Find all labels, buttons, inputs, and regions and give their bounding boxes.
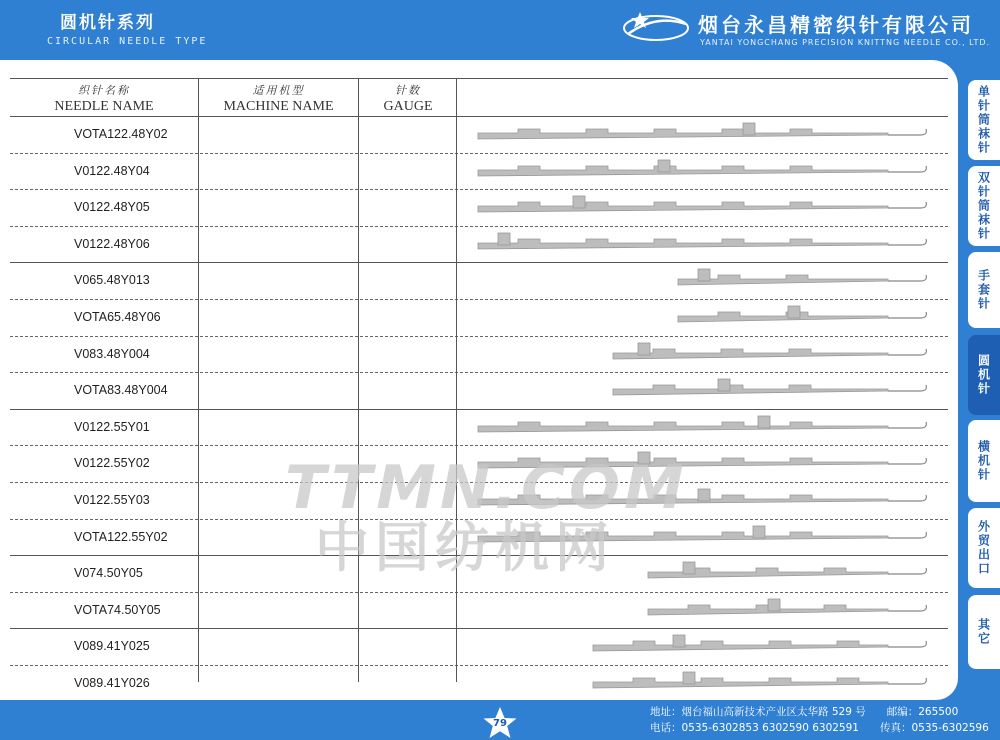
needle-table — [10, 78, 948, 702]
gauge-cell — [360, 410, 456, 446]
gauge-cell — [360, 593, 456, 629]
company-address: 地址：烟台福山高新技术产业区太华路 529 号 邮编：265500 — [650, 706, 959, 718]
gauge-cell — [360, 227, 456, 263]
tab-3[interactable]: 手套针 — [968, 252, 1000, 328]
machine-name-cell — [198, 227, 358, 263]
company-logo-icon — [620, 6, 692, 46]
machine-name-cell — [198, 410, 358, 446]
gauge-cell — [360, 300, 456, 336]
machine-name-cell — [198, 556, 358, 592]
tab-1[interactable]: 单针筒袜针 — [968, 80, 1000, 160]
needle-name-cell: V0122.55Y01 — [74, 419, 150, 434]
table-row — [10, 666, 948, 702]
gauge-cell — [360, 337, 456, 373]
table-header — [10, 79, 948, 117]
column-divider — [358, 79, 359, 682]
table-row — [10, 520, 948, 557]
tab-7[interactable]: 其它 — [968, 595, 1000, 669]
needle-illustration — [458, 448, 946, 478]
header-gauge — [359, 79, 457, 116]
gauge-cell — [360, 190, 456, 226]
table-row — [10, 337, 948, 374]
needle-name-cell: V0122.48Y06 — [74, 236, 150, 251]
machine-name-cell — [198, 593, 358, 629]
needle-illustration — [458, 265, 946, 295]
column-divider — [198, 79, 199, 682]
series-subtitle: CIRCULAR NEEDLE TYPE — [47, 36, 208, 47]
header-machine-name-en: MACHINE NAME — [223, 99, 334, 114]
machine-name-cell — [198, 483, 358, 519]
table-row — [10, 263, 948, 300]
header-needle-name-en: NEEDLE NAME — [54, 99, 154, 114]
needle-illustration — [458, 668, 946, 698]
needle-name-cell: V074.50Y05 — [74, 566, 143, 581]
needle-name-cell: VOTA83.48Y004 — [74, 383, 168, 398]
needle-illustration — [458, 595, 946, 625]
header-machine-name-cn: 适用机型 — [252, 84, 305, 97]
table-row — [10, 117, 948, 154]
page-header — [0, 0, 1000, 60]
gauge-cell — [360, 263, 456, 299]
table-row — [10, 556, 948, 593]
page-number: 79 — [493, 718, 507, 729]
tab-4[interactable]: 圆机针 — [968, 335, 1000, 415]
needle-illustration — [458, 229, 946, 259]
gauge-cell — [360, 117, 456, 153]
needle-illustration — [458, 302, 946, 332]
machine-name-cell — [198, 117, 358, 153]
needle-name-cell: V0122.48Y04 — [74, 163, 150, 178]
table-row — [10, 410, 948, 447]
needle-illustration — [458, 485, 946, 515]
table-body — [10, 117, 948, 702]
needle-illustration — [458, 558, 946, 588]
table-row — [10, 373, 948, 410]
catalog-panel — [0, 60, 958, 700]
needle-name-cell: V065.48Y013 — [74, 273, 150, 288]
needle-name-cell: V089.41Y026 — [74, 675, 150, 690]
needle-illustration — [458, 522, 946, 552]
needle-illustration — [458, 375, 946, 405]
table-row — [10, 593, 948, 630]
machine-name-cell — [198, 629, 358, 665]
gauge-cell — [360, 483, 456, 519]
needle-name-cell: VOTA122.55Y02 — [74, 529, 168, 544]
machine-name-cell — [198, 190, 358, 226]
header-needle-name — [10, 79, 198, 116]
needle-name-cell: V0122.55Y03 — [74, 492, 150, 507]
watermark-text-cn: 中国纺机网 — [315, 516, 615, 579]
gauge-cell — [360, 556, 456, 592]
watermark-text-en: TTMN.COM — [285, 453, 688, 523]
gauge-cell — [360, 666, 456, 702]
needle-name-cell: VOTA122.48Y02 — [74, 127, 168, 141]
needle-name-cell: V0122.48Y05 — [74, 200, 150, 215]
header-machine-name — [198, 79, 359, 116]
machine-name-cell — [198, 154, 358, 190]
header-gauge-cn: 针数 — [395, 84, 421, 97]
header-gauge-en: GAUGE — [383, 99, 433, 114]
machine-name-cell — [198, 300, 358, 336]
needle-illustration — [458, 156, 946, 186]
needle-illustration — [458, 339, 946, 369]
table-row — [10, 300, 948, 337]
needle-name-cell: V083.48Y004 — [74, 346, 150, 361]
company-name-cn: 烟台永昌精密织针有限公司 — [698, 13, 974, 37]
company-name-en: YANTAI YONGCHANG PRECISION KNITTNG NEEDLE CO., LTD. — [700, 38, 991, 47]
gauge-cell — [360, 629, 456, 665]
table-row — [10, 483, 948, 520]
tab-2[interactable]: 双针筒袜针 — [968, 166, 1000, 246]
table-row — [10, 629, 948, 666]
tab-5[interactable]: 横机针 — [968, 420, 1000, 502]
gauge-cell — [360, 373, 456, 409]
company-phone: 电话：0535-6302853 6302590 6302591 传真：0535-6302596 — [650, 722, 989, 734]
gauge-cell — [360, 154, 456, 190]
table-row — [10, 227, 948, 264]
series-title: 圆机针系列 — [60, 13, 155, 33]
tab-6[interactable]: 外贸出口 — [968, 508, 1000, 588]
needle-illustration — [458, 119, 946, 149]
needle-name-cell: VOTA74.50Y05 — [74, 602, 161, 617]
machine-name-cell — [198, 337, 358, 373]
needle-name-cell: V0122.55Y02 — [74, 456, 150, 471]
needle-illustration — [458, 412, 946, 442]
table-row — [10, 190, 948, 227]
gauge-cell — [360, 446, 456, 482]
needle-name-cell: V089.41Y025 — [74, 639, 150, 654]
needle-illustration — [458, 631, 946, 661]
needle-illustration — [458, 192, 946, 222]
machine-name-cell — [198, 520, 358, 556]
column-divider — [456, 79, 457, 682]
machine-name-cell — [198, 263, 358, 299]
machine-name-cell — [198, 373, 358, 409]
table-row — [10, 446, 948, 483]
gauge-cell — [360, 520, 456, 556]
needle-name-cell: VOTA65.48Y06 — [74, 309, 161, 324]
machine-name-cell — [198, 666, 358, 702]
machine-name-cell — [198, 446, 358, 482]
table-row — [10, 154, 948, 191]
header-needle-name-cn: 织针名称 — [78, 84, 130, 97]
